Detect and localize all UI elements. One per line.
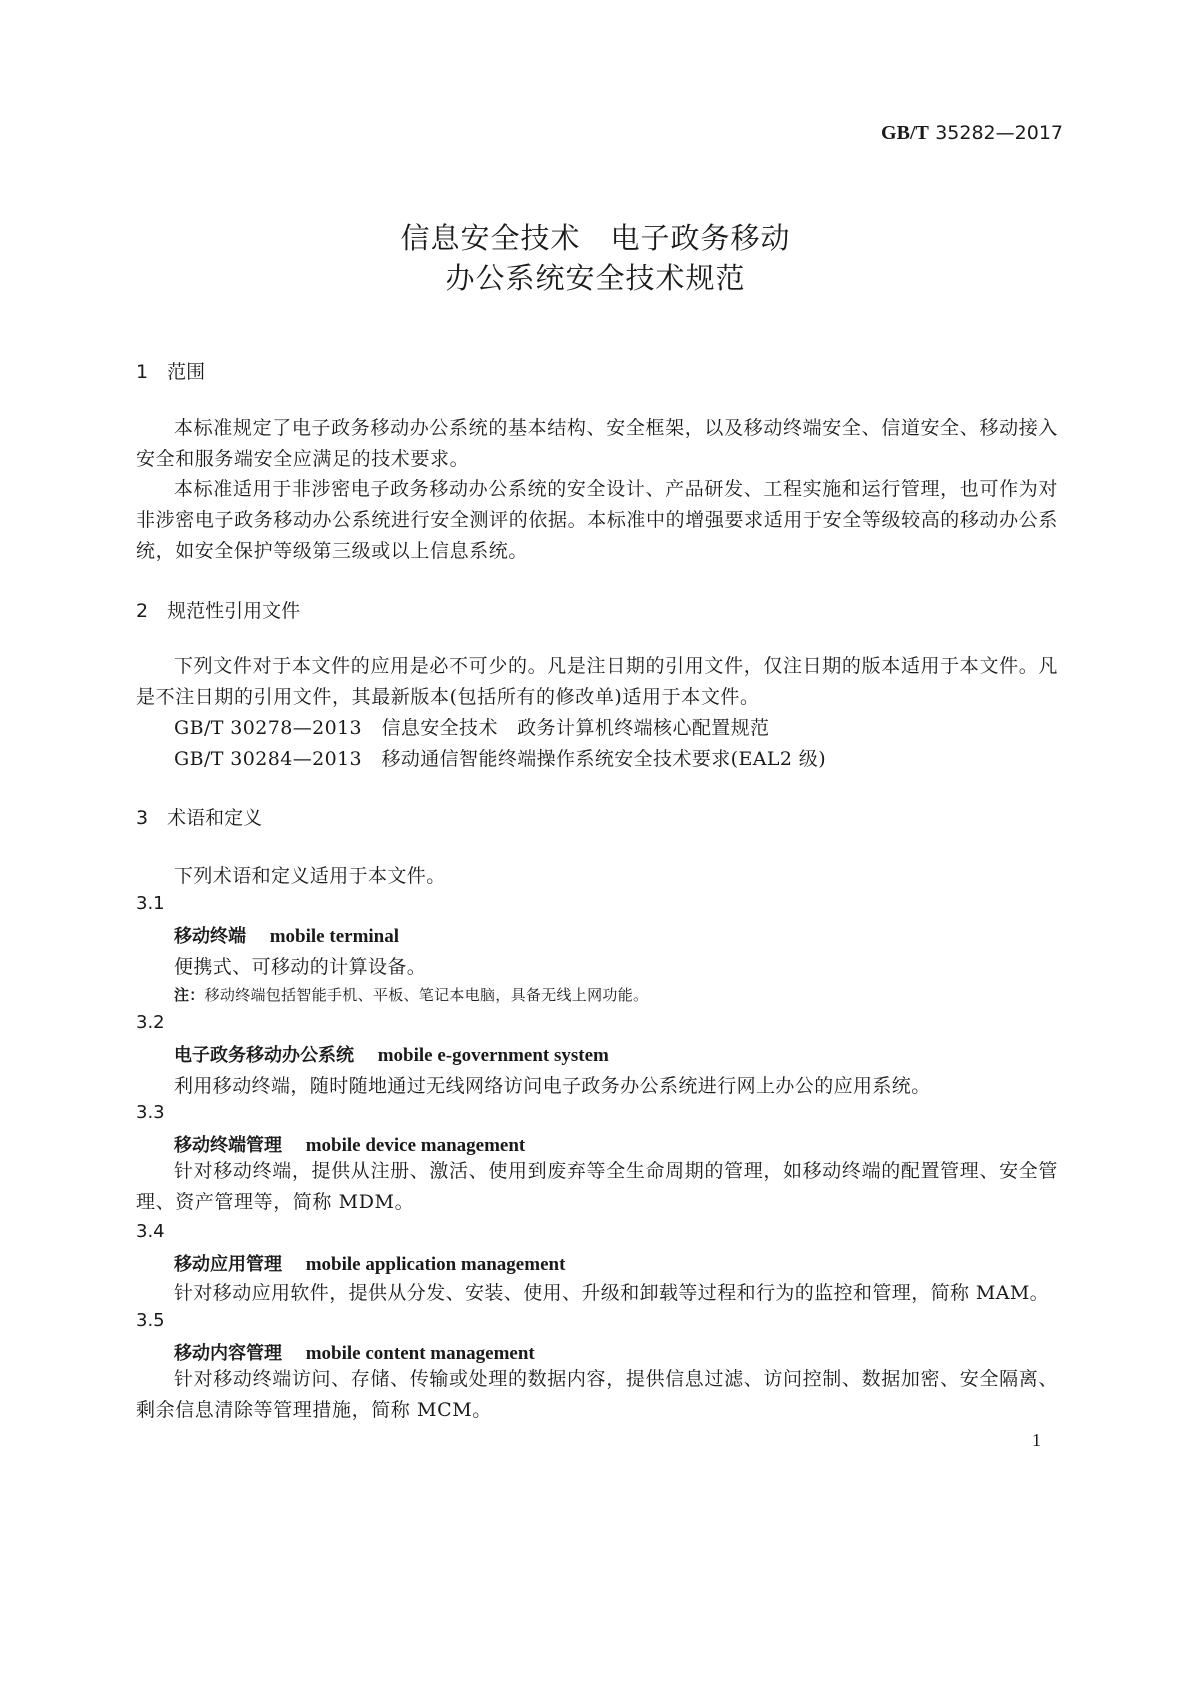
section-2-paragraph: 下列文件对于本文件的应用是必不可少的。凡是注日期的引用文件，仅注日期的版本适用于本文件。凡是不注日期的引用文件，其最新版本(包括所有的修改单)适用于本文件。 bbox=[136, 655, 1058, 708]
term-definition: 便携式、可移动的计算设备。 bbox=[174, 956, 427, 978]
note-label: 注： bbox=[174, 986, 205, 1004]
document-title-line-1: 信息安全技术 电子政务移动 bbox=[400, 221, 791, 255]
normative-reference-2: GB/T 30284—2013 移动通信智能终端操作系统安全技术要求(EAL2 级) bbox=[174, 748, 827, 770]
term-definition: 利用移动终端，随时随地通过无线网络访问电子政务办公系统进行网上办公的应用系统。 bbox=[174, 1075, 931, 1097]
term-heading bbox=[174, 1250, 565, 1276]
page-number: 1 bbox=[1032, 1430, 1041, 1450]
term-note bbox=[174, 984, 648, 1005]
section-1-heading: 1 范围 bbox=[136, 361, 206, 383]
note-text: 移动终端包括智能手机、平板、笔记本电脑，具备无线上网功能。 bbox=[204, 986, 649, 1004]
term-english: mobile content management bbox=[305, 1343, 535, 1364]
term-definition: 针对移动应用软件，提供从分发、安装、使用、升级和卸载等过程和行为的监控和管理，简称 MAM。 bbox=[174, 1282, 1050, 1304]
section-2-heading: 2 规范性引用文件 bbox=[136, 600, 301, 622]
term-english: mobile terminal bbox=[269, 926, 400, 947]
standard-number: 35282—2017 bbox=[935, 122, 1063, 144]
term-chinese: 移动应用管理 bbox=[174, 1254, 282, 1275]
term-heading bbox=[174, 922, 399, 948]
section-3-heading: 3 术语和定义 bbox=[136, 807, 263, 829]
term-chinese: 移动终端 bbox=[174, 926, 246, 947]
section-1-paragraph-2: 本标准适用于非涉密电子政务移动办公系统的安全设计、产品研发、工程实施和运行管理，也可作为对非涉密电子政务移动办公系统进行安全测评的依据。本标准中的增强要求适用于安全等级较高的移动办公系统，如安全保护等级第三级或以上信息系统。 bbox=[136, 478, 1058, 562]
term-number: 3.3 bbox=[136, 1102, 165, 1123]
term-english: mobile device management bbox=[305, 1135, 526, 1156]
term-number: 3.5 bbox=[136, 1310, 165, 1331]
term-chinese: 移动内容管理 bbox=[174, 1343, 282, 1364]
term-heading bbox=[174, 1131, 525, 1157]
term-heading bbox=[174, 1339, 535, 1365]
term-definition: 针对移动终端，提供从注册、激活、使用到废弃等全生命周期的管理，如移动终端的配置管理、安全管理、资产管理等，简称 MDM。 bbox=[136, 1160, 1058, 1213]
term-number: 3.2 bbox=[136, 1012, 165, 1033]
term-chinese: 电子政务移动办公系统 bbox=[174, 1045, 354, 1066]
standard-code-header bbox=[881, 120, 1063, 145]
standard-code: GB/T bbox=[881, 122, 929, 144]
document-title-line-2: 办公系统安全技术规范 bbox=[445, 261, 746, 295]
term-definition: 针对移动终端访问、存储、传输或处理的数据内容，提供信息过滤、访问控制、数据加密、安全隔离、剩余信息清除等管理措施，简称 MCM。 bbox=[136, 1368, 1058, 1421]
section-1-paragraph-1: 本标准规定了电子政务移动办公系统的基本结构、安全框架，以及移动终端安全、信道安全、移动接入安全和服务端安全应满足的技术要求。 bbox=[136, 417, 1058, 470]
term-number: 3.1 bbox=[136, 893, 165, 914]
section-3-intro: 下列术语和定义适用于本文件。 bbox=[174, 865, 446, 887]
normative-reference-1: GB/T 30278—2013 信息安全技术 政务计算机终端核心配置规范 bbox=[174, 717, 770, 739]
term-chinese: 移动终端管理 bbox=[174, 1135, 282, 1156]
term-heading bbox=[174, 1041, 609, 1067]
term-number: 3.4 bbox=[136, 1221, 165, 1242]
term-english: mobile e-government system bbox=[377, 1045, 609, 1066]
term-english: mobile application management bbox=[305, 1254, 566, 1275]
